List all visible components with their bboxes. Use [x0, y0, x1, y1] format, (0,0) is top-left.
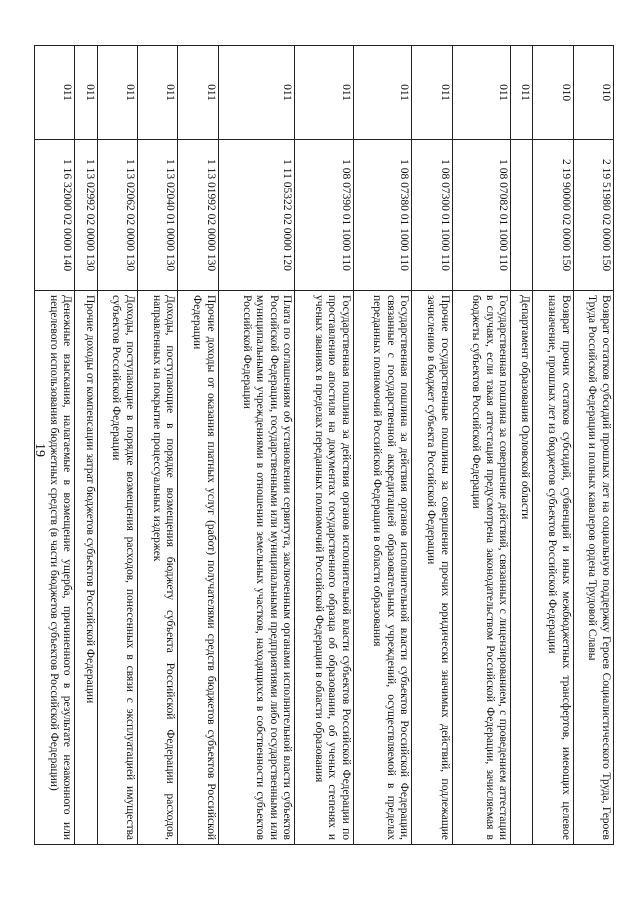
admin-code-cell: 011	[295, 46, 354, 140]
revenue-name-cell: Прочие доходы от оказания платных услуг (работ) получателями средств бюджетов субъектов Российской Федерации	[178, 291, 218, 845]
revenue-name-cell: Возврат остатков субсидий прошлых лет на социальную поддержку Героев Социалистического Труда, Героев Труда Российской Федерации и полных кавалеров ордена Трудовой Славы	[573, 291, 613, 845]
revenue-name-cell: Возврат прочих остатков субсидий, субвенций и иных межбюджетных трансфертов, имеющих целевое назначение, прошлых лет из бюджетов субъектов Российской Федерации	[533, 291, 573, 845]
admin-code-cell: 011	[511, 46, 533, 140]
budget-code-cell: 1 08 07380 01 1000 110	[353, 140, 412, 291]
budget-code-cell: 2 19 51980 02 0000 150	[573, 140, 613, 291]
table-row	[218, 46, 295, 845]
budget-code-cell: 2 19 90000 02 0000 150	[533, 140, 573, 291]
table-body	[35, 46, 614, 845]
table-row	[97, 46, 137, 845]
table-row	[178, 46, 218, 845]
admin-code-cell: 011	[178, 46, 218, 140]
table-row	[573, 46, 613, 845]
admin-code-cell: 011	[353, 46, 412, 140]
table-row	[353, 46, 412, 845]
revenue-name-cell: Прочие государственные пошлины за совершение прочих юридически значимых действий, подлежащие зачислению в бюджет субъекта Российской Федерации	[412, 291, 452, 845]
table-row	[452, 46, 511, 845]
table-row	[412, 46, 452, 845]
admin-code-cell: 011	[75, 46, 97, 140]
revenue-name-cell: Государственная пошлина за действия органов исполнительной власти субъектов Российской Федерации по проставлению апостиля на документах государственного образца об образовании, об ученых степенях и ученых званиях в пределах переданных полномочий Российской Федерации в области образования	[295, 291, 354, 845]
admin-code-cell: 011	[137, 46, 177, 140]
revenue-name-cell: Доходы, поступающие в порядке возмещения расходов, понесенных в связи с эксплуатацией имущества субъектов Российской Федерации	[97, 291, 137, 845]
budget-code-cell: 1 11 05322 02 0000 120	[218, 140, 295, 291]
budget-code-cell: 1 16 32000 02 0000 140	[35, 140, 75, 291]
revenue-name-cell: Доходы, поступающие в порядке возмещения бюджету субъекта Российской Федерации расходов, направленных на покрытие процессуальных издержек	[137, 291, 177, 845]
table-row	[511, 46, 533, 845]
admin-code-cell: 011	[218, 46, 295, 140]
revenue-name-cell: Прочие доходы от компенсации затрат бюджетов субъектов Российской Федерации	[75, 291, 97, 845]
budget-code-cell: 1 08 07082 01 1000 110	[452, 140, 511, 291]
revenue-name-cell: Государственная пошлина за действия органов исполнительной власти субъектов Российской Федерации, связанные с государственной аккредитацией образовательных учреждений, осуществляемой в пределах переданных полномочий Российской Федерации в области образования	[353, 291, 412, 845]
admin-code-cell: 011	[412, 46, 452, 140]
admin-code-cell: 010	[533, 46, 573, 140]
budget-code-cell	[511, 140, 533, 291]
table-row	[35, 46, 75, 845]
page-number: 19	[32, 443, 47, 457]
admin-code-cell: 011	[97, 46, 137, 140]
budget-code-cell: 1 13 01992 02 0000 130	[178, 140, 218, 291]
table-row	[295, 46, 354, 845]
revenue-name-cell: Государственная пошлина за совершение действий, связанных с лицензированием, с проведением аттестации в случаях, если такая аттестация предусмотрена законодательством Российской Федерации, зачисляемая в бюджеты субъектов Российской Федерации	[452, 291, 511, 845]
budget-code-cell: 1 08 07390 01 1000 110	[295, 140, 354, 291]
budget-code-cell: 1 13 02062 02 0000 130	[97, 140, 137, 291]
budget-code-cell: 1 13 02040 01 0000 130	[137, 140, 177, 291]
revenue-name-cell: Департамент образования Орловской области	[511, 291, 533, 845]
admin-code-cell: 011	[35, 46, 75, 140]
budget-code-cell: 1 13 02992 02 0000 130	[75, 140, 97, 291]
revenue-name-cell: Денежные взыскания, налагаемые в возмещение ущерба, причиненного в результате незаконного или нецелевого использования бюджетных средств (в части бюджетов субъектов Российской Федерации)	[35, 291, 75, 845]
admin-code-cell: 011	[452, 46, 511, 140]
table-row	[75, 46, 97, 845]
budget-code-cell: 1 08 07300 01 1000 110	[412, 140, 452, 291]
budget-classification-table	[34, 45, 614, 845]
rotated-table-container	[34, 45, 614, 845]
table-row	[533, 46, 573, 845]
revenue-name-cell: Плата по соглашениям об установлении сервитута, заключенным органами исполнительной власти субъектов Российской Федерации, государственными или муниципальными предприятиями либо государственными или муниципальными учреждениями в отношении земельных участков, находящихся в собственности субъектов Российской Федерации	[218, 291, 295, 845]
table-row	[137, 46, 177, 845]
admin-code-cell: 010	[573, 46, 613, 140]
